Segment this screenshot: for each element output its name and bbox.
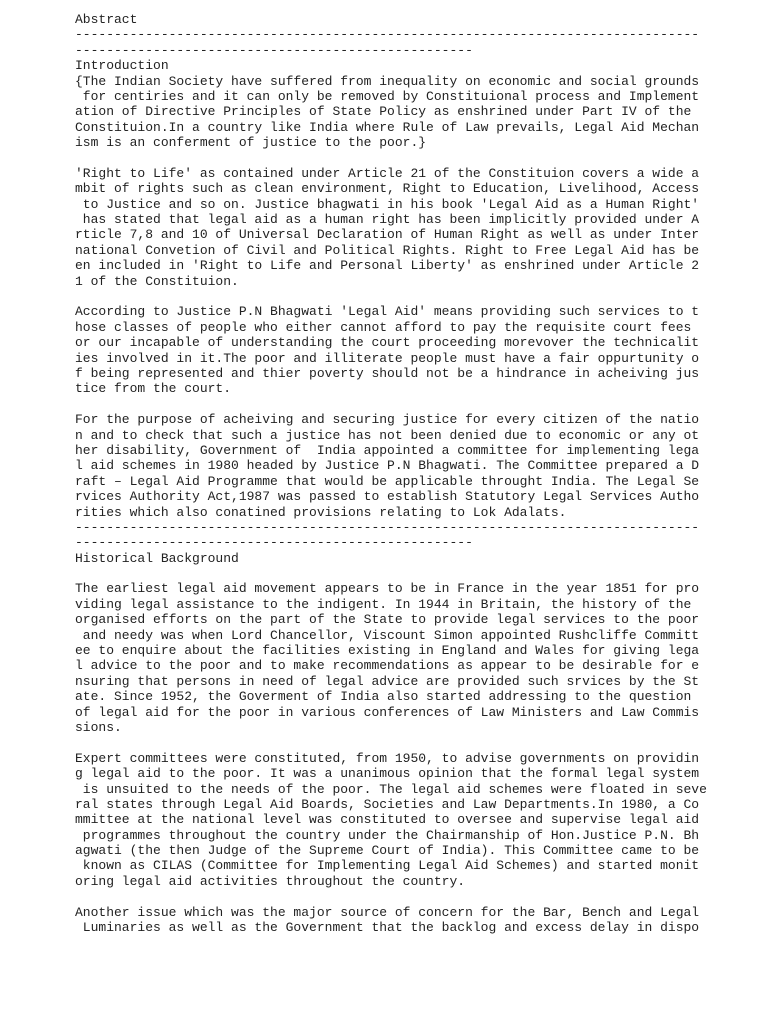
text-line: her disability, Government of India appointed a committee for implementing lega [75,442,700,458]
text-line: mbit of rights such as clean environment, Right to Education, Livelihood, Access [75,181,700,197]
text-line: ate. Since 1952, the Goverment of India also started addressing to the question [75,689,692,705]
text-line: tice from the court. [75,381,232,397]
text-line: g legal aid to the poor. It was a unanimous opinion that the formal legal system [75,766,700,782]
text-line: For the purpose of acheiving and securing justice for every citizen of the natio [75,412,700,428]
text-line: l advice to the poor and to make recommendations as appear to be desirable for e [75,658,700,674]
text-line: According to Justice P.N Bhagwati 'Legal Aid' means providing such services to t [75,304,700,320]
text-line: oring legal aid activities throughout the country. [75,873,466,889]
text-line: viding legal assistance to the indigent. In 1944 in Britain, the history of the [75,596,692,612]
text-line: f being represented and thier poverty should not be a hindrance in acheiving jus [75,365,700,381]
blank-line [75,397,755,412]
blank-line [75,566,755,581]
text-line: 'Right to Life' as contained under Article 21 of the Constituion covers a wide a [75,165,700,181]
blank-line [75,151,755,166]
text-line: en included in 'Right to Life and Personal Liberty' as enshrined under Article 2 [75,258,700,274]
text-line: The earliest legal aid movement appears to be in France in the year 1851 for pro [75,581,700,597]
text-line: for centiries and it can only be removed by Constituional process and Implement [75,88,700,104]
blank-line [75,289,755,304]
text-line: is unsuited to the needs of the poor. The legal aid schemes were floated in seve [75,781,707,797]
text-line: has stated that legal aid as a human right has been implicitly provided under A [75,212,700,228]
text-line: hose classes of people who either cannot afford to pay the requisite court fees [75,319,692,335]
text-line: nsuring that persons in need of legal advice are provided such srvices by the St [75,673,700,689]
text-line: raft – Legal Aid Programme that would be applicable throught India. The Legal Se [75,473,700,489]
separator-line: -------------------------------------------------------------------------------- [75,27,700,43]
section-heading: Abstract [75,12,138,27]
text-line: sions. [75,719,122,735]
text-line: ation of Directive Principles of State Policy as enshrined under Part IV of the [75,104,692,120]
text-line: Expert committees were constituted, from 1950, to advise governments on providin [75,750,700,766]
text-line: Luminaries as well as the Government that the backlog and excess delay in dispo [75,920,700,936]
separator-line: --------------------------------------------------- [75,42,473,58]
text-line: ies involved in it.The poor and illiterate people must have a fair oppurtunity o [75,350,700,366]
text-line: or our incapable of understanding the court proceeding morevover the technicalit [75,335,700,351]
blank-line [75,735,755,750]
section-heading: Introduction [75,58,169,74]
text-line: to Justice and so on. Justice bhagwati in his book 'Legal Aid as a Human Right' [75,196,700,212]
text-line: ral states through Legal Aid Boards, Societies and Law Departments.In 1980, a Co [75,796,700,812]
text-line: Constituion.In a country like India where Rule of Law prevails, Legal Aid Mechan [75,119,700,135]
text-line: mmittee at the national level was constituted to oversee and supervise legal aid [75,812,700,828]
text-line: programmes throughout the country under the Chairmanship of Hon.Justice P.N. Bh [75,827,700,843]
blank-line [75,889,755,904]
text-line: {The Indian Society have suffered from inequality on economic and social grounds [75,73,700,89]
text-line: known as CILAS (Committee for Implementing Legal Aid Schemes) and started monit [75,858,700,874]
text-line: rvices Authority Act,1987 was passed to establish Statutory Legal Services Autho [75,489,700,505]
separator-line: --------------------------------------------------- [75,535,473,551]
text-line: agwati (the then Judge of the Supreme Court of India). This Committee came to be [75,843,700,859]
text-line: rities which also conatined provisions relating to Lok Adalats. [75,504,567,520]
separator-line: -------------------------------------------------------------------------------- [75,519,700,535]
text-line: Another issue which was the major source of concern for the Bar, Bench and Legal [75,904,700,920]
text-line: ee to enquire about the facilities existing in England and Wales for giving lega [75,643,700,659]
text-line: national Convetion of Civil and Political Rights. Right to Free Legal Aid has be [75,242,700,258]
text-line: organised efforts on the part of the State to provide legal services to the poor [75,612,700,628]
text-line: 1 of the Constituion. [75,273,239,289]
text-line: l aid schemes in 1980 headed by Justice P.N Bhagwati. The Committee prepared a D [75,458,700,474]
text-line: ism is an conferment of justice to the poor.} [75,135,427,151]
text-line: rticle 7,8 and 10 of Universal Declaration of Human Right as well as under Inter [75,227,700,243]
document-text [75,12,755,935]
text-line: n and to check that such a justice has not been denied due to economic or any ot [75,427,700,443]
text-line: and needy was when Lord Chancellor, Viscount Simon appointed Rushcliffe Committ [75,627,700,643]
section-heading: Historical Background [75,550,239,566]
text-line: of legal aid for the poor in various conferences of Law Ministers and Law Commis [75,704,700,720]
